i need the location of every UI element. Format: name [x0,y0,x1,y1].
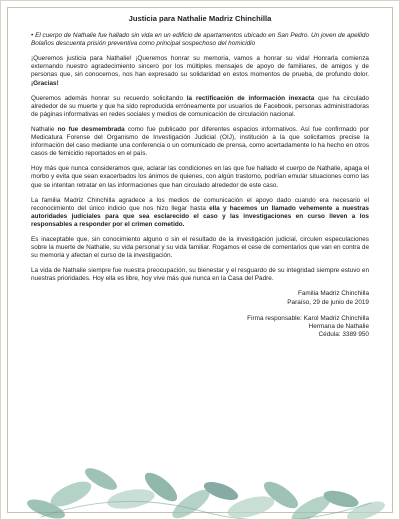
signature-line: Firma responsable: Karol Madriz Chinchilla [247,314,369,322]
forensic-text-a: Nathalie [31,125,58,133]
forensic-emphasis: no fue desmembrada [57,125,125,133]
media-emphasis: ella y hacemos un llamado vehemente a nuestras autoridades judiciales para que sea esclarecido el caso y las investigaciones en curso lleven a los responsables a responder por el crimen cometido. [31,204,369,228]
clarify-paragraph: Hoy más que nunca consideramos que, aclarar las condiciones en las que fue hallado el cuerpo de Nathalie, apaga el morbo y evita que sean exacerbados los ánimos de quienes, con algún trastorno, podrían emular situaciones como las que se intentan retratar en las informaciones que han circulado alrededor de este caso. [31,165,369,189]
signature-role: Hermana de Nathalie [308,322,369,330]
letter-body [31,15,369,339]
gratitude-paragraph [31,55,369,87]
closing-family: Familia Madriz Chinchilla [297,290,369,298]
closing-block [31,290,369,306]
rectification-text-b: que ha circulado alrededor de su muerte y que ha sido reproducida erróneamente por usuarios de Facebook, personas administradoras de páginas informativas en redes sociales y medios de comunicación de circulación nacional. [31,94,369,118]
gratitude-text: ¡Queremos justicia para Nathalie! ¡Queremos honrar su memoria, vamos a honrar su vida! Honrarla comienza externando nuestro agradecimiento sincero por los múltiples mensajes de apoyo de familiares, de amigos y de personas que, sin conocernos, nos han expresado su solidaridad en estos momentos de prueba, de profundo dolor. [31,55,369,79]
signature-block [31,315,369,339]
rectification-paragraph [31,95,369,119]
intro-text: El cuerpo de Nathalie fue hallado sin vida en un edificio de apartamentos ubicado en San Pedro. Un joven de apellido Bolaños descuenta prisión preventiva como principal sospechoso del homicidio [31,32,369,48]
forensic-paragraph [31,126,369,158]
rectification-emphasis: la rectificación de información inexacta [186,94,315,102]
speculation-paragraph: Es inaceptable que, sin conocimiento alguno o sin el resultado de la investigación judicial, circulen especulaciones sobre la muerte de Nathalie, su vida personal y su vida familiar. Rogamos el cese de comentarios que van en contra de su memoria y afectan el curso de la investigación. [31,235,369,260]
signature-id: Cédula: 3389 950 [318,330,369,338]
media-paragraph [31,197,369,229]
bullet-icon: • [31,32,34,40]
closing-paragraph: La vida de Nathalie siempre fue nuestra preocupación, su bienestar y el resguardo de su integridad siempre estuvo en nuestras prioridades. Hoy ella es libre, hoy vive más que nunca en la Casa del Padre. [31,267,369,283]
closing-place-date: Paraíso, 29 de junio de 2019 [287,298,369,306]
forensic-text-b: como fue publicado por diferentes espacios informativos. Así fue confirmado por Medicatura Forense del Organismo de Investigación Judicial (OIJ), institución a la que solicitamos precise la información del caso mediante una conferencia o un comunicado de prensa, como acertadamente lo ha hecho en otros casos de femicidio reportados en el país. [31,125,370,158]
media-text: La familia Madriz Chinchilla agradece a los medios de comunicación el apoyo dado cuando era necesario el reconocimiento del único indicio que nos hizo llegar hasta [31,196,369,212]
rectification-text-a: Queremos además honrar su recuerdo solicitando [31,94,187,102]
intro-paragraph [31,32,369,48]
gratitude-thanks: ¡Gracias! [31,79,59,87]
letter-title: Justicia para Nathalie Madriz Chinchilla [128,14,272,23]
